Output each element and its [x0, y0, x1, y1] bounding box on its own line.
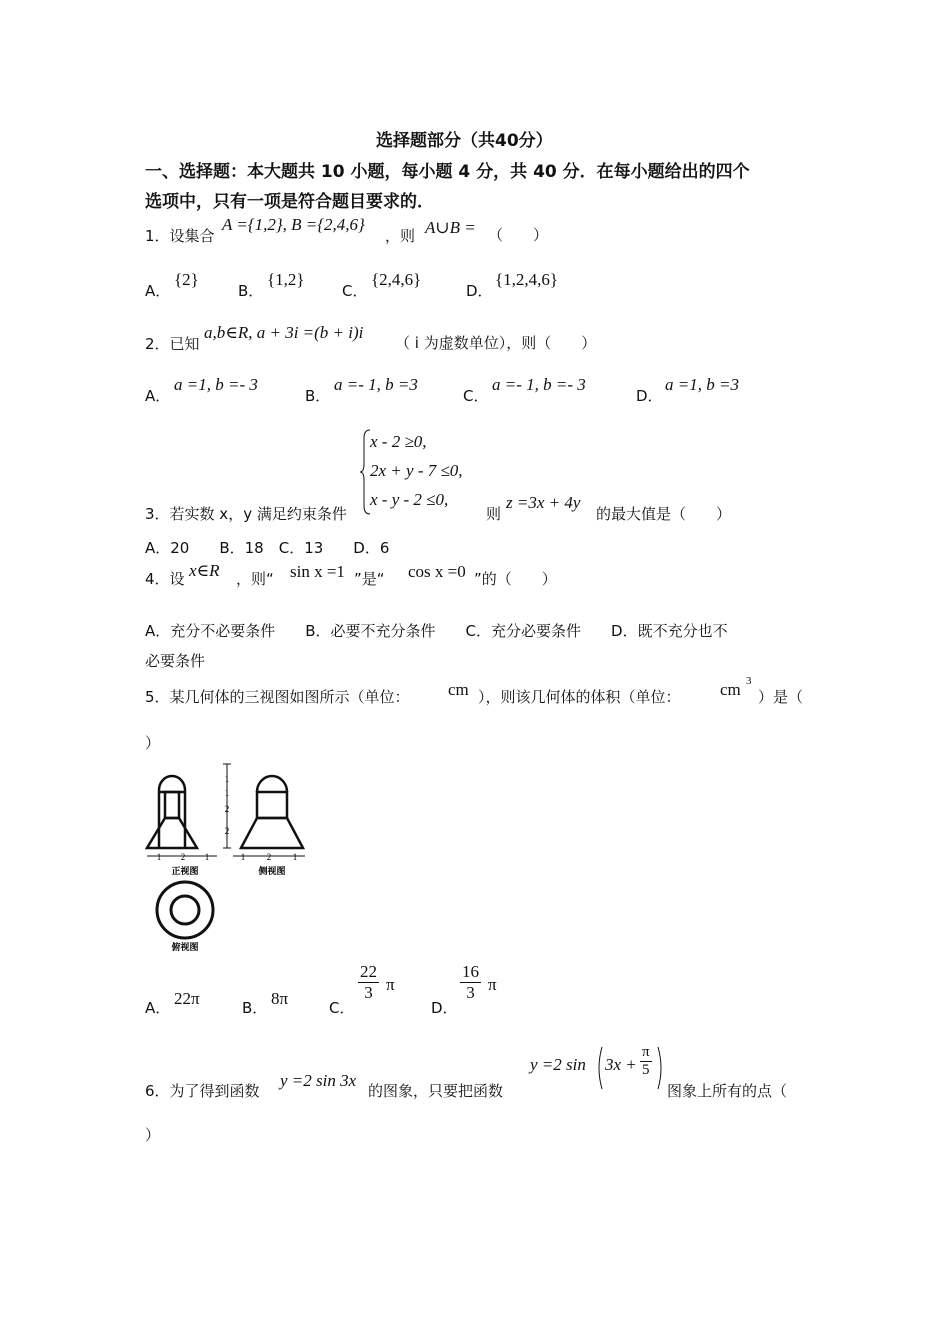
q5-unit2: cm [720, 680, 741, 699]
q6-func1: y =2 sin 3x [280, 1071, 357, 1090]
q2-option-c-label: C． [463, 387, 489, 405]
q6-prefix: 6．为了得到函数 [145, 1082, 260, 1100]
q6-func2-head: y =2 sin [530, 1055, 586, 1074]
q5-option-c-den: 3 [364, 983, 373, 1002]
q1-option-b-label: B． [238, 282, 264, 300]
q5-mid: ），则该几何体的体积（单位： [478, 688, 681, 706]
q5-option-d-label: D． [431, 999, 458, 1017]
dim-front-mid: 2 [180, 852, 186, 862]
q5-option-c-num: 22 [360, 962, 377, 981]
q5-option-b-value: 8π [271, 989, 289, 1008]
q2-option-d-label: D． [636, 387, 663, 405]
q5-option-a-value: 22π [174, 989, 200, 1008]
dim-side-mid: 2 [266, 852, 272, 862]
q3-then: 则 [486, 505, 502, 523]
q1-mid: ，则 [385, 227, 416, 245]
q3-constraint-3: x - y - 2 ≤0, [370, 490, 449, 509]
front-view-label: 正视图 [171, 867, 199, 877]
side-view [241, 776, 303, 848]
top-view [157, 882, 213, 938]
q3-suffix: 的最大值是（ ） [596, 505, 732, 523]
q4-cond1: sin x =1 [290, 562, 345, 581]
front-view [147, 776, 197, 848]
q2-option-a-label: A． [145, 387, 171, 405]
q3-objective: z =3x + 4y [506, 493, 581, 512]
q5-option-d-pi: π [488, 975, 497, 994]
q6-line2: ） [145, 1126, 161, 1144]
dim-side-3: 2 [224, 804, 230, 814]
q5-line2: ） [145, 734, 161, 752]
q1-union-expr: A∪B = [425, 218, 476, 237]
q5-option-c-pi: π [386, 975, 395, 994]
q6-func2-frac-den: 5 [642, 1062, 650, 1078]
dim-side-right: 1 [292, 852, 298, 862]
q2-expr: a,b∈R, a + 3i =(b + i)i [204, 323, 364, 342]
q1-answer-paren: （ ） [488, 226, 549, 244]
q4-mid1: ，则“ [236, 570, 274, 588]
q4-options-line1: A．充分不必要条件 B．必要不充分条件 C．充分必要条件 D．既不充分也不 [145, 622, 728, 640]
dim-front-right: 1 [204, 852, 210, 862]
q5-option-d-fraction [460, 962, 481, 1003]
q5-suffix: ）是（ [758, 688, 804, 706]
dim-side-2: 1 [224, 788, 230, 798]
q1-option-a-label: A． [145, 282, 171, 300]
q6-mid: 的图象，只要把函数 [368, 1082, 504, 1100]
dim-side-1: 1 [224, 774, 230, 784]
q1-option-d-label: D． [466, 282, 493, 300]
q4-set: x∈R [189, 561, 220, 580]
q3-constraint-1: x - 2 ≥0, [370, 432, 427, 451]
dim-front-left: 1 [156, 852, 162, 862]
part-header-line2: 选项中，只有一项是符合题目要求的． [145, 192, 434, 212]
q5-option-c-fraction [358, 962, 379, 1003]
q3-constraint-2: 2x + y - 7 ≤0, [370, 461, 463, 480]
q5-option-a-label: A． [145, 999, 171, 1017]
three-view-figure [145, 760, 320, 960]
q5-prefix: 5．某几何体的三视图如图所示（单位： [145, 688, 410, 706]
q4-options-line2: 必要条件 [145, 652, 206, 670]
top-view-label: 俯视图 [171, 943, 199, 953]
q4-mid2: ”是“ [354, 570, 385, 588]
q4-suffix: ”的（ ） [474, 570, 557, 588]
q5-unit2-sup: 3 [746, 675, 752, 687]
q3-options: A．20 B．18 C．13 D．6 [145, 539, 390, 557]
q2-option-d-value: a =1, b =3 [665, 375, 739, 394]
q2-note: （ i 为虚数单位），则（ ） [395, 334, 597, 352]
q5-option-d-den: 3 [466, 983, 475, 1002]
part-header-line1: 一、选择题：本大题共 10 小题，每小题 4 分，共 40 分．在每小题给出的四个 [145, 162, 750, 182]
q1-option-c-value: {2,4,6} [371, 270, 422, 289]
q5-option-d-num: 16 [462, 962, 479, 981]
q1-option-d-value: {1,2,4,6} [495, 270, 559, 289]
q4-prefix: 4．设 [145, 570, 185, 588]
q1-prefix: 1．设集合 [145, 227, 215, 245]
q1-option-c-label: C． [342, 282, 368, 300]
q6-left-paren-icon [594, 1045, 604, 1091]
q6-func2-inner: 3x + [605, 1055, 637, 1074]
q5-option-c-label: C． [329, 999, 355, 1017]
q6-right-paren-icon [656, 1045, 666, 1091]
q1-set-expr: A ={1,2}, B ={2,4,6} [222, 215, 365, 234]
q2-option-a-value: a =1, b =- 3 [174, 375, 258, 394]
dim-side-left: 1 [240, 852, 246, 862]
q5-unit1: cm [448, 680, 469, 699]
dim-side-4: 2 [224, 826, 230, 836]
q2-prefix: 2．已知 [145, 335, 200, 353]
q1-option-a-value: {2} [174, 270, 199, 289]
q1-option-b-value: {1,2} [267, 270, 305, 289]
q6-suffix: 图象上所有的点（ [667, 1082, 788, 1100]
q3-prefix: 3．若实数 x，y 满足约束条件 [145, 505, 347, 523]
q5-option-b-label: B． [242, 999, 268, 1017]
q2-option-b-value: a =- 1, b =3 [334, 375, 418, 394]
q2-option-b-label: B． [305, 387, 331, 405]
q4-cond2: cos x =0 [408, 562, 466, 581]
section-title: 选择题部分（共40分） [376, 131, 553, 151]
q2-option-c-value: a =- 1, b =- 3 [492, 375, 586, 394]
side-view-label: 侧视图 [258, 867, 286, 877]
q6-func2-fraction [640, 1044, 652, 1079]
q6-func2-frac-num: π [642, 1044, 650, 1060]
